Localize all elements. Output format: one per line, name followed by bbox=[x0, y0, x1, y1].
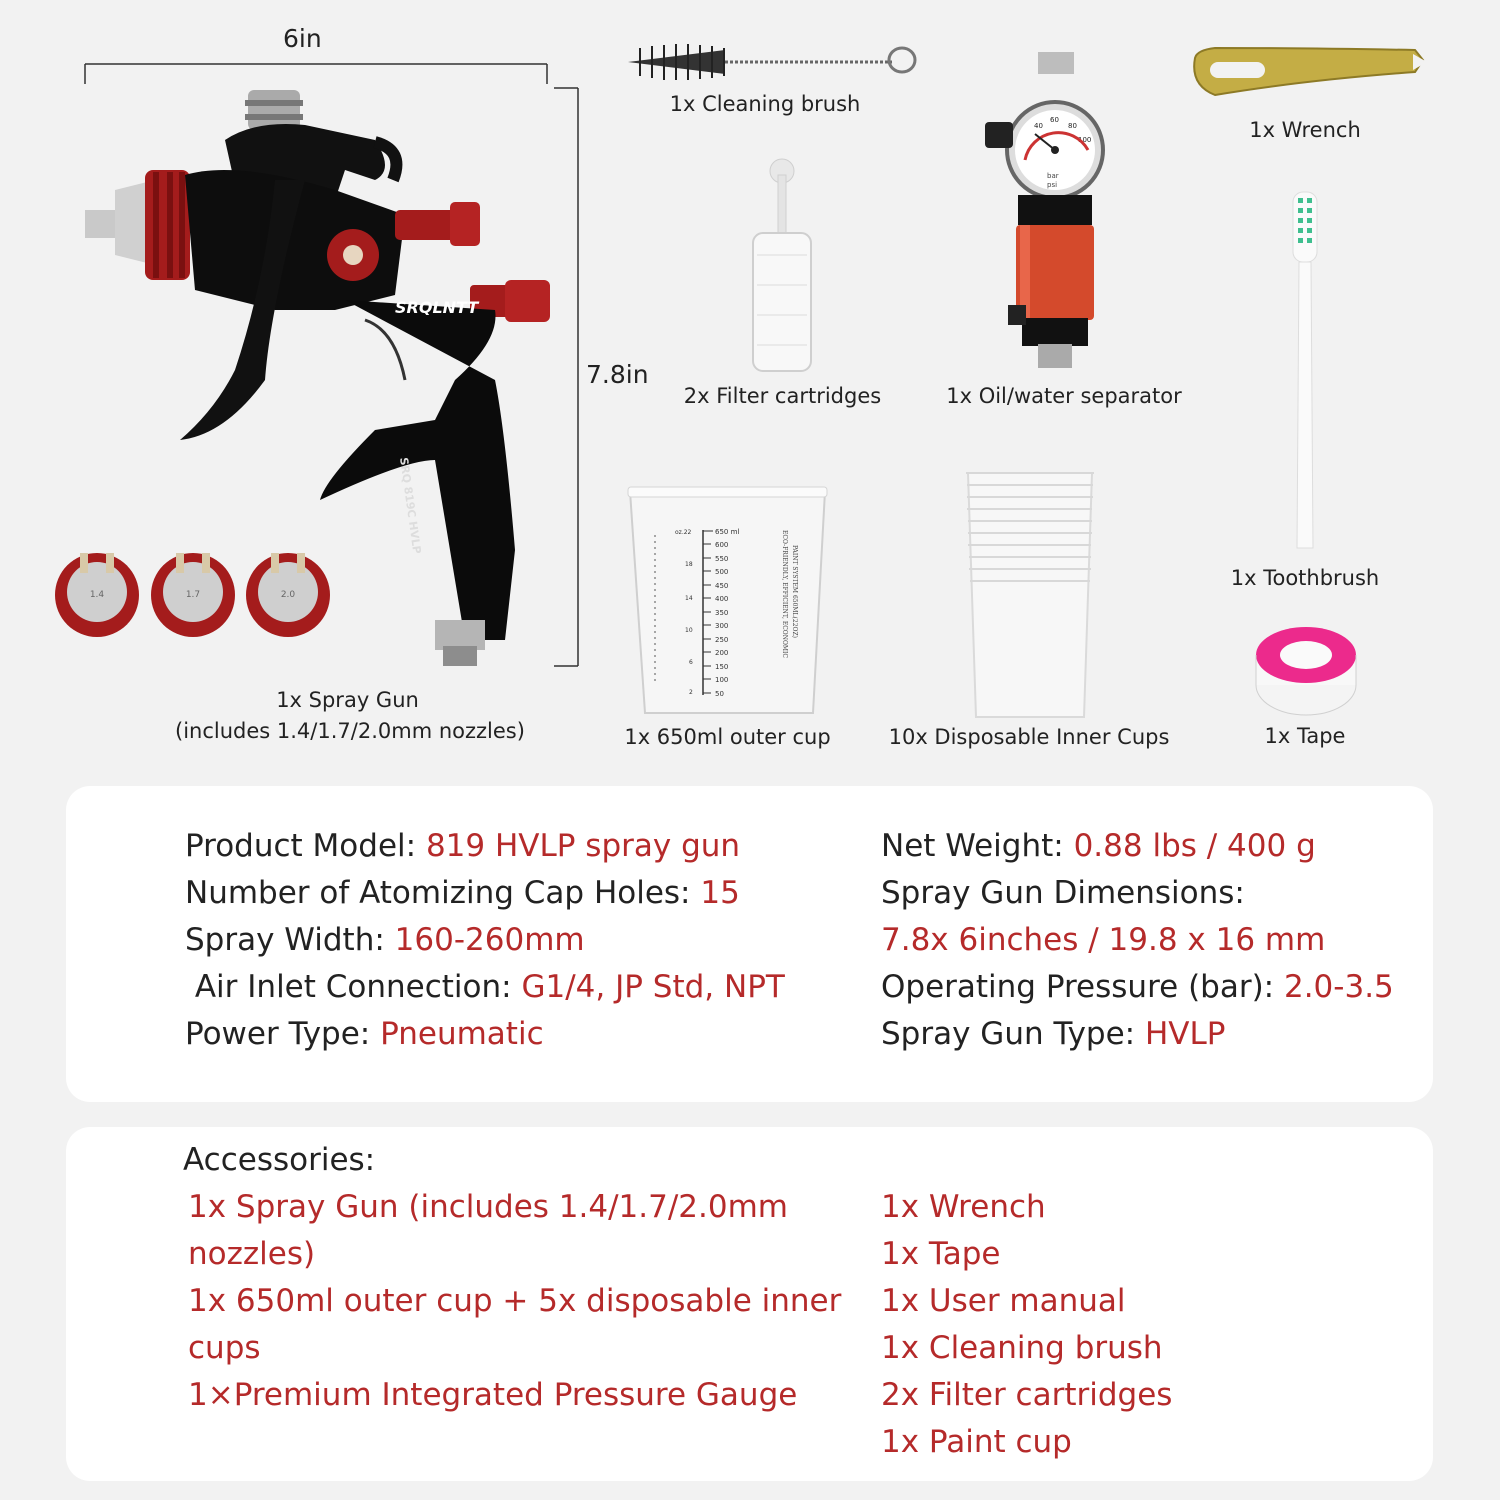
svg-text:600: 600 bbox=[715, 541, 729, 549]
caption-spray-gun-line1: 1x Spray Gun bbox=[276, 688, 419, 712]
accessory-left-1: 1x Spray Gun (includes 1.4/1.7/2.0mm bbox=[188, 1189, 788, 1225]
spec-net-weight: Net Weight: 0.88 lbs / 400 g bbox=[881, 828, 1316, 864]
svg-text:500: 500 bbox=[715, 568, 729, 576]
oil-water-separator-image bbox=[980, 50, 1130, 370]
nozzle-cap-3 bbox=[240, 545, 340, 645]
gauge-unit-bar: bar bbox=[1047, 172, 1059, 180]
accessories-heading: Accessories: bbox=[183, 1142, 376, 1178]
svg-text:18: 18 bbox=[685, 561, 693, 568]
accessory-right-2: 1x Tape bbox=[881, 1236, 1001, 1272]
accessory-right-5: 2x Filter cartridges bbox=[881, 1377, 1173, 1413]
svg-text:6: 6 bbox=[689, 659, 693, 666]
nozzle-label-2: 1.7 bbox=[185, 590, 201, 600]
caption-wrench: 1x Wrench bbox=[1249, 118, 1361, 142]
caption-inner-cups: 10x Disposable Inner Cups bbox=[888, 725, 1170, 749]
accessory-left-5: 1×Premium Integrated Pressure Gauge bbox=[188, 1377, 798, 1413]
svg-text:300: 300 bbox=[715, 622, 729, 630]
svg-text:650 ml: 650 ml bbox=[715, 528, 740, 536]
spec-air-inlet: Air Inlet Connection: G1/4, JP Std, NPT bbox=[185, 969, 785, 1005]
cup-side-text-2: ECO-FRIENDLY, EFFICIENT, ECONOMIC bbox=[781, 530, 788, 658]
gauge-num-4: 100 bbox=[1078, 136, 1092, 144]
svg-text:450: 450 bbox=[715, 582, 729, 590]
filter-cartridge-image bbox=[745, 155, 820, 375]
spec-operating-pressure: Operating Pressure (bar): 2.0-3.5 bbox=[881, 969, 1394, 1005]
accessory-right-4: 1x Cleaning brush bbox=[881, 1330, 1163, 1366]
svg-text:400: 400 bbox=[715, 595, 729, 603]
spec-gun-type: Spray Gun Type: HVLP bbox=[881, 1016, 1226, 1052]
spec-cap-holes: Number of Atomizing Cap Holes: 15 bbox=[185, 875, 740, 911]
spec-dimensions-label: Spray Gun Dimensions: bbox=[881, 875, 1245, 911]
spec-spray-width: Spray Width: 160-260mm bbox=[185, 922, 585, 958]
svg-text:10: 10 bbox=[685, 627, 693, 634]
caption-spray-gun-line2: (includes 1.4/1.7/2.0mm nozzles) bbox=[175, 719, 525, 743]
gun-model-text: SRQ 819C HVLP bbox=[397, 456, 424, 555]
tape-image bbox=[1252, 625, 1360, 720]
accessory-right-1: 1x Wrench bbox=[881, 1189, 1046, 1225]
caption-outer-cup: 1x 650ml outer cup bbox=[624, 725, 831, 749]
svg-text:350: 350 bbox=[715, 609, 729, 617]
svg-text:200: 200 bbox=[715, 649, 729, 657]
svg-text:2: 2 bbox=[689, 689, 693, 696]
svg-text:150: 150 bbox=[715, 663, 729, 671]
gauge-num-1: 40 bbox=[1034, 122, 1043, 130]
svg-text:250: 250 bbox=[715, 636, 729, 644]
accessory-left-3: 1x 650ml outer cup + 5x disposable inner bbox=[188, 1283, 842, 1319]
accessory-left-2: nozzles) bbox=[188, 1236, 316, 1272]
svg-text:100: 100 bbox=[715, 676, 729, 684]
cup-side-text-1: PAINT SYSTEM 650ML(22OZ) bbox=[791, 545, 798, 638]
gauge-num-3: 80 bbox=[1068, 122, 1077, 130]
outer-cup-image bbox=[625, 485, 830, 720]
svg-text:14: 14 bbox=[685, 595, 693, 602]
inner-cups-image bbox=[960, 465, 1100, 720]
caption-cleaning-brush: 1x Cleaning brush bbox=[669, 92, 861, 116]
caption-toothbrush: 1x Toothbrush bbox=[1230, 566, 1380, 590]
width-dimension-label: 6in bbox=[283, 24, 322, 53]
cleaning-brush-image bbox=[620, 40, 920, 85]
gun-brand-text: SRQLNTT bbox=[395, 298, 479, 317]
nozzle-label-1: 1.4 bbox=[89, 590, 105, 600]
spec-power-type: Power Type: Pneumatic bbox=[185, 1016, 544, 1052]
svg-text:50: 50 bbox=[715, 690, 724, 698]
caption-filter-cartridges: 2x Filter cartridges bbox=[683, 384, 882, 408]
nozzle-caps bbox=[50, 545, 240, 645]
accessory-right-6: 1x Paint cup bbox=[881, 1424, 1072, 1460]
spec-dimensions-value: 7.8x 6inches / 19.8 x 16 mm bbox=[881, 922, 1326, 958]
wrench-image bbox=[1185, 40, 1430, 102]
svg-text:550: 550 bbox=[715, 555, 729, 563]
caption-separator: 1x Oil/water separator bbox=[946, 384, 1182, 408]
toothbrush-image bbox=[1283, 188, 1328, 553]
svg-text:oz.22: oz.22 bbox=[675, 529, 692, 536]
spec-product-model: Product Model: 819 HVLP spray gun bbox=[185, 828, 741, 864]
height-dimension-label: 7.8in bbox=[586, 360, 649, 389]
gauge-unit-psi: psi bbox=[1047, 181, 1058, 189]
accessory-left-4: cups bbox=[188, 1330, 261, 1366]
gauge-num-2: 60 bbox=[1050, 116, 1059, 124]
nozzle-cap-2 bbox=[151, 553, 235, 637]
nozzle-cap-1 bbox=[55, 553, 139, 637]
accessory-right-3: 1x User manual bbox=[881, 1283, 1126, 1319]
nozzle-label-3: 2.0 bbox=[280, 590, 296, 600]
caption-tape: 1x Tape bbox=[1264, 724, 1346, 748]
